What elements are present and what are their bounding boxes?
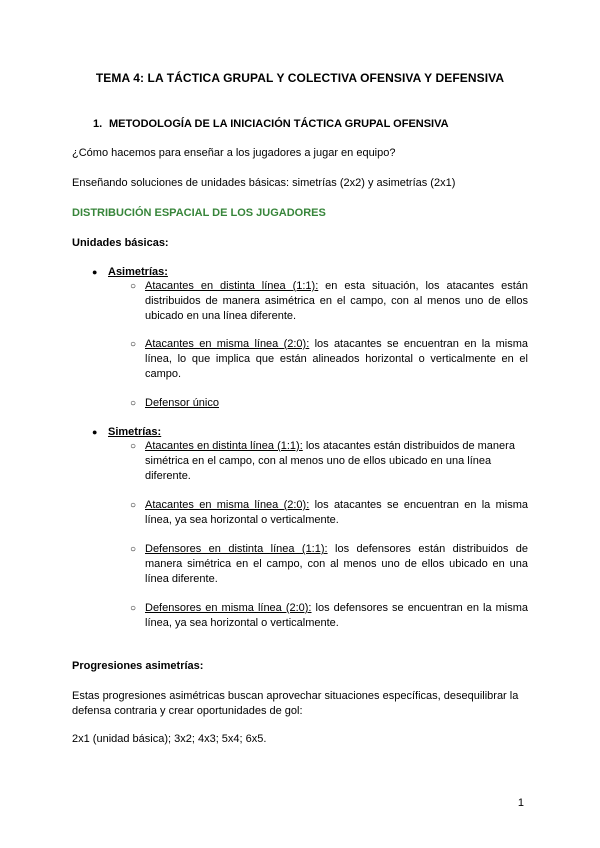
progressions-paragraph: Estas progresiones asimétricas buscan aprovechar situaciones específicas, desequilibrar la defensa contraria y crear oportunidades de gol:	[72, 690, 519, 717]
item-description: los defensores se encuentran en la misma línea, ya sea horizontal o verticalmente.	[145, 602, 528, 629]
asymmetries-label: Asimetrías:	[108, 266, 168, 278]
circle-bullet-icon: ○	[130, 603, 137, 614]
circle-bullet-icon: ○	[130, 441, 137, 452]
circle-bullet-icon: ○	[130, 398, 137, 409]
section-heading-text: METODOLOGÍA DE LA INICIACIÓN TÁCTICA GRUPAL OFENSIVA	[109, 118, 449, 130]
item-description: los atacantes están distribuidos de manera simétrica en el campo, con al menos uno de ellos ubicado en una línea diferente.	[145, 440, 515, 482]
question-paragraph: ¿Cómo hacemos para enseñar a los jugadores a jugar en equipo?	[72, 147, 396, 159]
item-term: Atacantes en distinta línea (1:1):	[145, 280, 319, 292]
list-item	[130, 396, 528, 411]
bullet-dot-icon: ●	[92, 427, 98, 437]
progressions-list: 2x1 (unidad básica); 3x2; 4x3; 5x4; 6x5.	[72, 733, 267, 745]
symmetries-bullet	[92, 426, 161, 438]
section-number: 1.	[93, 118, 103, 130]
answer-paragraph: Enseñando soluciones de unidades básicas: simetrías (2x2) y asimetrías (2x1)	[72, 177, 456, 189]
circle-bullet-icon: ○	[130, 544, 137, 555]
item-description: en esta situación, los atacantes están distribuidos de manera asimétrica en el campo, con al menos uno de ellos ubicado en una línea diferente.	[145, 280, 528, 322]
spatial-distribution-heading: DISTRIBUCIÓN ESPACIAL DE LOS JUGADORES	[72, 207, 326, 219]
asymmetries-bullet	[92, 266, 168, 278]
symmetries-label: Simetrías:	[108, 426, 162, 438]
circle-bullet-icon: ○	[130, 339, 137, 350]
list-item	[130, 439, 528, 484]
section-heading	[93, 118, 449, 130]
page-number: 1	[517, 797, 524, 809]
progressions-heading: Progresiones asimetrías:	[72, 660, 204, 672]
list-item	[130, 498, 528, 528]
list-item	[130, 601, 528, 631]
item-term: Defensores en misma línea (2:0):	[145, 602, 312, 614]
circle-bullet-icon: ○	[130, 500, 137, 511]
item-description: los defensores están distribuidos de manera simétrica en el campo, con al menos uno de ellos ubicado en una línea diferente.	[145, 543, 528, 585]
item-description: los atacantes se encuentran en la misma línea, lo que implica que están alineados horizontal o verticalmente en el campo.	[145, 338, 528, 380]
list-item	[130, 337, 528, 382]
bullet-dot-icon: ●	[92, 267, 98, 277]
item-term: Defensores en distinta línea (1:1):	[145, 543, 328, 555]
basic-units-heading: Unidades básicas:	[72, 237, 169, 249]
item-term: Atacantes en misma línea (2:0):	[145, 499, 310, 511]
item-term: Defensor único	[145, 397, 219, 409]
list-item	[130, 542, 528, 587]
item-term: Atacantes en misma línea (2:0):	[145, 338, 310, 350]
document-title: TEMA 4: LA TÁCTICA GRUPAL Y COLECTIVA OFENSIVA Y DEFENSIVA	[95, 71, 505, 85]
circle-bullet-icon: ○	[130, 281, 137, 292]
item-description: los atacantes se encuentran en la misma línea, ya sea horizontal o verticalmente.	[145, 499, 528, 526]
list-item	[130, 279, 528, 324]
item-term: Atacantes en distinta línea (1:1):	[145, 440, 303, 452]
